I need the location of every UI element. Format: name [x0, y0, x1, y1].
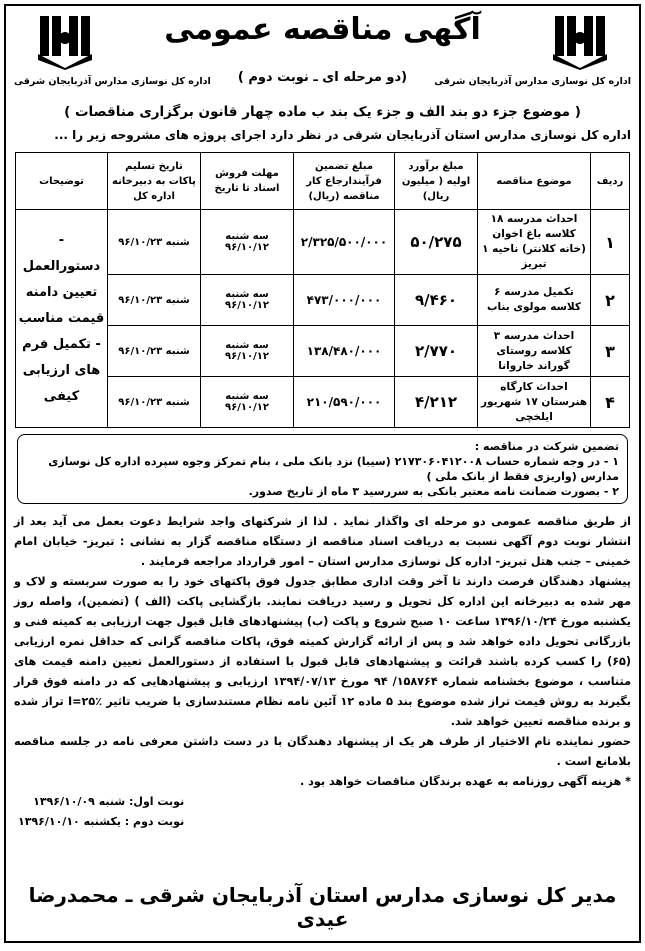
table-header-row [16, 153, 630, 210]
notice-subject: ( موضوع جزء دو بند الف و جزء یک بند ب ماده چهار قانون برگزاری مناقصات ) [64, 104, 581, 120]
org-name: اداره کل نوسازی مدارس آذربایجان شرقی [14, 76, 211, 87]
row-number: ۲ [591, 275, 630, 326]
notice-stage: (دو مرحله ای ـ نوبت دوم ) [237, 70, 408, 85]
publication-turns [6, 792, 639, 832]
row-delivery-date: شنبه ۹۶/۱۰/۲۳ [108, 377, 201, 428]
row-estimate: ۴/۲۱۲ [395, 377, 478, 428]
row-subject: احداث مدرسه ۱۸ کلاسه باغ اخوان (خانه کلانتر) ناحیه ۱ تبریز [478, 210, 591, 275]
row-delivery-date: شنبه ۹۶/۱۰/۲۳ [108, 326, 201, 377]
row-estimate: ۲/۷۷۰ [395, 326, 478, 377]
turns-block [18, 792, 184, 832]
row-estimate: ۵۰/۲۷۵ [395, 210, 478, 275]
col-sale-deadline: مهلت فروش اسناد تا تاریخ [201, 153, 294, 210]
col-estimate: مبلغ برآورد اولیه ( میلیون ریال) [395, 153, 478, 210]
turn-date: ۱۳۹۶/۱۰/۰۹ [33, 795, 95, 808]
table-row [16, 275, 630, 326]
col-notes: توضیحات [16, 153, 108, 210]
row-estimate: ۹/۴۶۰ [395, 275, 478, 326]
guarantee-item: ۱ - در وجه شماره حساب ۲۱۷۳۰۶۰۴۱۲۰۰۸ (سیبا) نزد بانک ملی ، بنام تمرکز وجوه سپرده اداره کل نوسازی مدارس (واریزی فقط از بانک ملی ) [48, 455, 619, 483]
col-guarantee: مبلغ تضمین فرآیندارجاع کار مناقصه (ریال) [294, 153, 395, 210]
guarantee-box [17, 434, 628, 504]
table-row [16, 377, 630, 428]
col-row: ردیف [591, 153, 630, 210]
body-paragraph: حضور نماینده تام الاختیار از طرف هر یک از پیشنهاد دهندگان با در دست داشتن معرفی نامه در جلسه مناقصه بلامانع است . [14, 735, 631, 768]
turn-label: نوبت اول: شنبه [98, 795, 185, 808]
row-number: ۳ [591, 326, 630, 377]
tender-notice [4, 4, 641, 943]
body-paragraph: پیشنهاد دهندگان فرصت دارند تا آخر وقت اداری مطابق جدول فوق پاکتهای خود را به صورت سربسته و لاک و مهر شده به دبیرخانه این اداره کل تحویل و رسید دریافت نمایند. بازگشایی پاکت (الف ) (تضمین)، واصله روز یکشنبه مورخ ۱۳۹۶/۱۰/۲۴ ساعت ۱۰ صبح شروع و پاکت (ب) پیشنهادهای قابل قبول جهت ارزیابی به کمیته فنی و بازرگانی تحویل داده خواهد شد و پس از ارائه گزارش کمیته فوق، پاکات مناقصه گرانی که حداقل نمره ارزیابی (۶۵) را کسب کرده باشند قرائت و پیشنهادهای قابل قبول با استفاده از دستورالعمل تعیین دامنه قیمت های متناسب ، موضوع بخشنامه شماره ۱۵۸۷۶۴/ ۹۴ مورخ ۱۳۹۴/۰۷/۱۳ ارزیابی و پیشنهادهایی که در دامنه فوق قرار بگیرند به روش قیمت تراز شده موضوع بند ۵ ماده ۱۲ آئین نامه نظام مستندسازی با ضریب تاثیر ٪۲۵=I تراز شده و برنده مناقصه تعیین خواهد شد. [14, 575, 631, 728]
table-row [16, 210, 630, 275]
org-name: اداره کل نوسازی مدارس آذربایجان شرقی [434, 76, 631, 87]
notice-intro: اداره کل نوسازی مدارس استان آذربایجان شرقی در نظر دارد اجرای پروژه های مشروحه زیر را ... [54, 128, 631, 142]
turn-label: نوبت دوم : یکشنبه [83, 815, 185, 828]
notice-title: آگهی مناقصه عمومی [164, 12, 481, 47]
row-guarantee: ۲۱۰/۵۹۰/۰۰۰ [294, 377, 395, 428]
projects-table [15, 152, 630, 428]
row-sale-deadline: سه شنبه ۹۶/۱۰/۱۲ [201, 210, 294, 275]
notes-cell: - دستورالعمل تعیین دامنه قیمت مناسب - تکمیل فرم های ارزیابی کیفی [16, 210, 108, 428]
notice-body [6, 504, 639, 792]
guarantee-item: ۲ - بصورت ضمانت نامه معتبر بانکی به سررسید ۳ ماه از تاریخ صدور. [248, 485, 619, 498]
row-number: ۱ [591, 210, 630, 275]
row-subject: احداث کارگاه هنرستان ۱۷ شهریور ایلخچی [478, 377, 591, 428]
body-paragraph: * هزینه آگهی روزنامه به عهده برندگان مناقصات خواهد بود . [299, 775, 631, 788]
row-guarantee: ۱۳۸/۴۸۰/۰۰۰ [294, 326, 395, 377]
row-number: ۴ [591, 377, 630, 428]
guarantee-title: تضمین شرکت در مناقصه : [474, 440, 619, 453]
row-sale-deadline: سه شنبه ۹۶/۱۰/۱۲ [201, 326, 294, 377]
table-row [16, 326, 630, 377]
row-sale-deadline: سه شنبه ۹۶/۱۰/۱۲ [201, 275, 294, 326]
row-delivery-date: شنبه ۹۶/۱۰/۲۳ [108, 275, 201, 326]
notice-header [6, 6, 639, 102]
row-subject: تکمیل مدرسه ۶ کلاسه مولوی بناب [478, 275, 591, 326]
signature: مدیر کل نوسازی مدارس استان آذربایجان شرقی ـ محمدرضا عیدی [28, 883, 617, 931]
row-delivery-date: شنبه ۹۶/۱۰/۲۳ [108, 210, 201, 275]
turn-date: ۱۳۹۶/۱۰/۱۰ [18, 815, 80, 828]
row-guarantee: ۴۷۳/۰۰۰/۰۰۰ [294, 275, 395, 326]
col-subject: موضوع مناقصه [478, 153, 591, 210]
row-guarantee: ۲/۳۲۵/۵۰۰/۰۰۰ [294, 210, 395, 275]
row-sale-deadline: سه شنبه ۹۶/۱۰/۱۲ [201, 377, 294, 428]
body-paragraph: از طریق مناقصه عمومی دو مرحله ای واگذار نماید . لذا از شرکتهای واجد شرایط دعوت بعمل می آید بعد از انتشار نوبت دوم آگهی نسبت به دریافت اسناد مناقصه از دستگاه مناقصه گزار به نشانی : تبریز- خیابان امام خمینی – جنب هتل تبریز- اداره کل نوسازی مدارس استان – امور قرارداد مراجعه فرمایند . [14, 515, 631, 568]
col-delivery-date: تاریخ تسلیم پاکات به دبیرخانه اداره کل [108, 153, 201, 210]
row-subject: احداث مدرسه ۳ کلاسه روستای گوراند خاروانا [478, 326, 591, 377]
